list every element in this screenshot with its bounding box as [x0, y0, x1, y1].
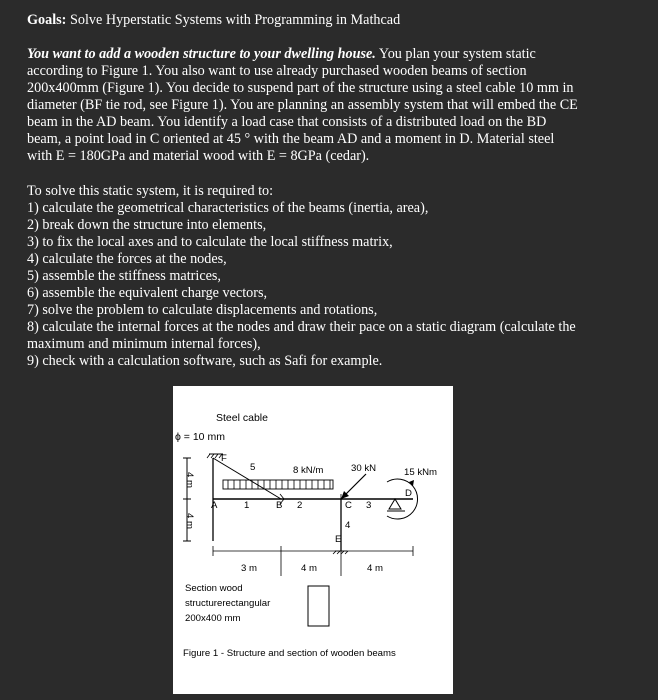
height-top-label: 4 m	[184, 472, 195, 488]
title-bold: Goals:	[27, 12, 67, 28]
structure-figure	[173, 386, 453, 694]
dist-load-label: 8 kN/m	[293, 465, 324, 476]
section-rectangle	[308, 586, 329, 626]
task-item: 2) break down the structure into elements,	[27, 217, 267, 233]
intro-line: according to Figure 1. You also want to use already purchased wooden beams of section	[27, 63, 527, 79]
task-item: 3) to fix the local axes and to calculate the local stiffness matrix,	[27, 234, 393, 250]
span-3-label: 4 m	[367, 563, 383, 574]
task-item: 4) calculate the forces at the nodes,	[27, 251, 227, 267]
task-item: 5) assemble the stiffness matrices,	[27, 268, 221, 284]
node-e-label: E	[335, 534, 342, 545]
task-item: 9) check with a calculation software, such as Safi for example.	[27, 353, 383, 369]
height-bottom-label: 4 m	[184, 513, 195, 529]
figure-caption: Figure 1 - Structure and section of wooden beams	[183, 648, 396, 659]
task-item: 7) solve the problem to calculate displacements and rotations,	[27, 302, 378, 318]
task-item: maximum and minimum internal forces),	[27, 336, 261, 352]
element-3-label: 3	[366, 500, 372, 511]
intro-line: 200x400mm (Figure 1). You decide to suspend part of the structure using a steel cable 10 mm in	[27, 80, 574, 96]
cable-label: Steel cable	[216, 412, 268, 424]
intro-line: beam, a point load in C oriented at 45 ° with the beam AD and a moment in D. Material steel	[27, 131, 555, 147]
element-4-label: 4	[345, 520, 351, 531]
title-rest: Solve Hyperstatic Systems with Programming in Mathcad	[66, 12, 401, 28]
support-e	[333, 551, 348, 554]
moment-label: 15 kNm	[404, 467, 438, 478]
node-b-label: B	[276, 500, 283, 511]
intro-text: You plan your system static	[375, 46, 536, 62]
element-5-label: 5	[250, 462, 256, 473]
intro-line: diameter (BF tie rod, see Figure 1). You are planning an assembly system that will embed the CE	[27, 97, 578, 113]
intro-line: with E = 180GPa and material wood with E = 8GPa (cedar).	[27, 148, 370, 164]
element-1-label: 1	[244, 500, 250, 511]
node-c-label: C	[345, 500, 352, 511]
intro-lead: You want to add a wooden structure to your dwelling house.	[27, 46, 376, 62]
span-2-label: 4 m	[301, 563, 317, 574]
distributed-load-arrows	[228, 480, 330, 489]
support-d	[389, 499, 401, 509]
point-load-label: 30 kN	[351, 463, 377, 474]
node-f-label: F	[221, 453, 227, 464]
section-label-3: 200x400 mm	[185, 613, 241, 624]
task-item: 1) calculate the geometrical characteristics of the beams (inertia, area),	[27, 200, 429, 216]
intro-line: beam in the AD beam. You identify a load case that consists of a distributed load on the BD	[27, 114, 547, 130]
section-label-1: Section wood	[185, 583, 243, 594]
support-f-hatch	[207, 454, 222, 458]
tasks-heading: To solve this static system, it is required to:	[27, 183, 274, 199]
intro-line-1	[27, 46, 536, 62]
element-2-label: 2	[297, 500, 303, 511]
task-item: 8) calculate the internal forces at the nodes and draw their pace on a static diagram (calculate the	[27, 319, 576, 335]
distributed-load	[223, 480, 333, 489]
span-1-label: 3 m	[241, 563, 257, 574]
cable-diameter: ϕ = 10 mm	[175, 431, 225, 443]
node-a-label: A	[211, 500, 218, 511]
page-title	[27, 12, 400, 28]
node-d-label: D	[405, 488, 412, 499]
section-label-2: structurerectangular	[185, 598, 271, 609]
task-item: 6) assemble the equivalent charge vectors,	[27, 285, 268, 301]
